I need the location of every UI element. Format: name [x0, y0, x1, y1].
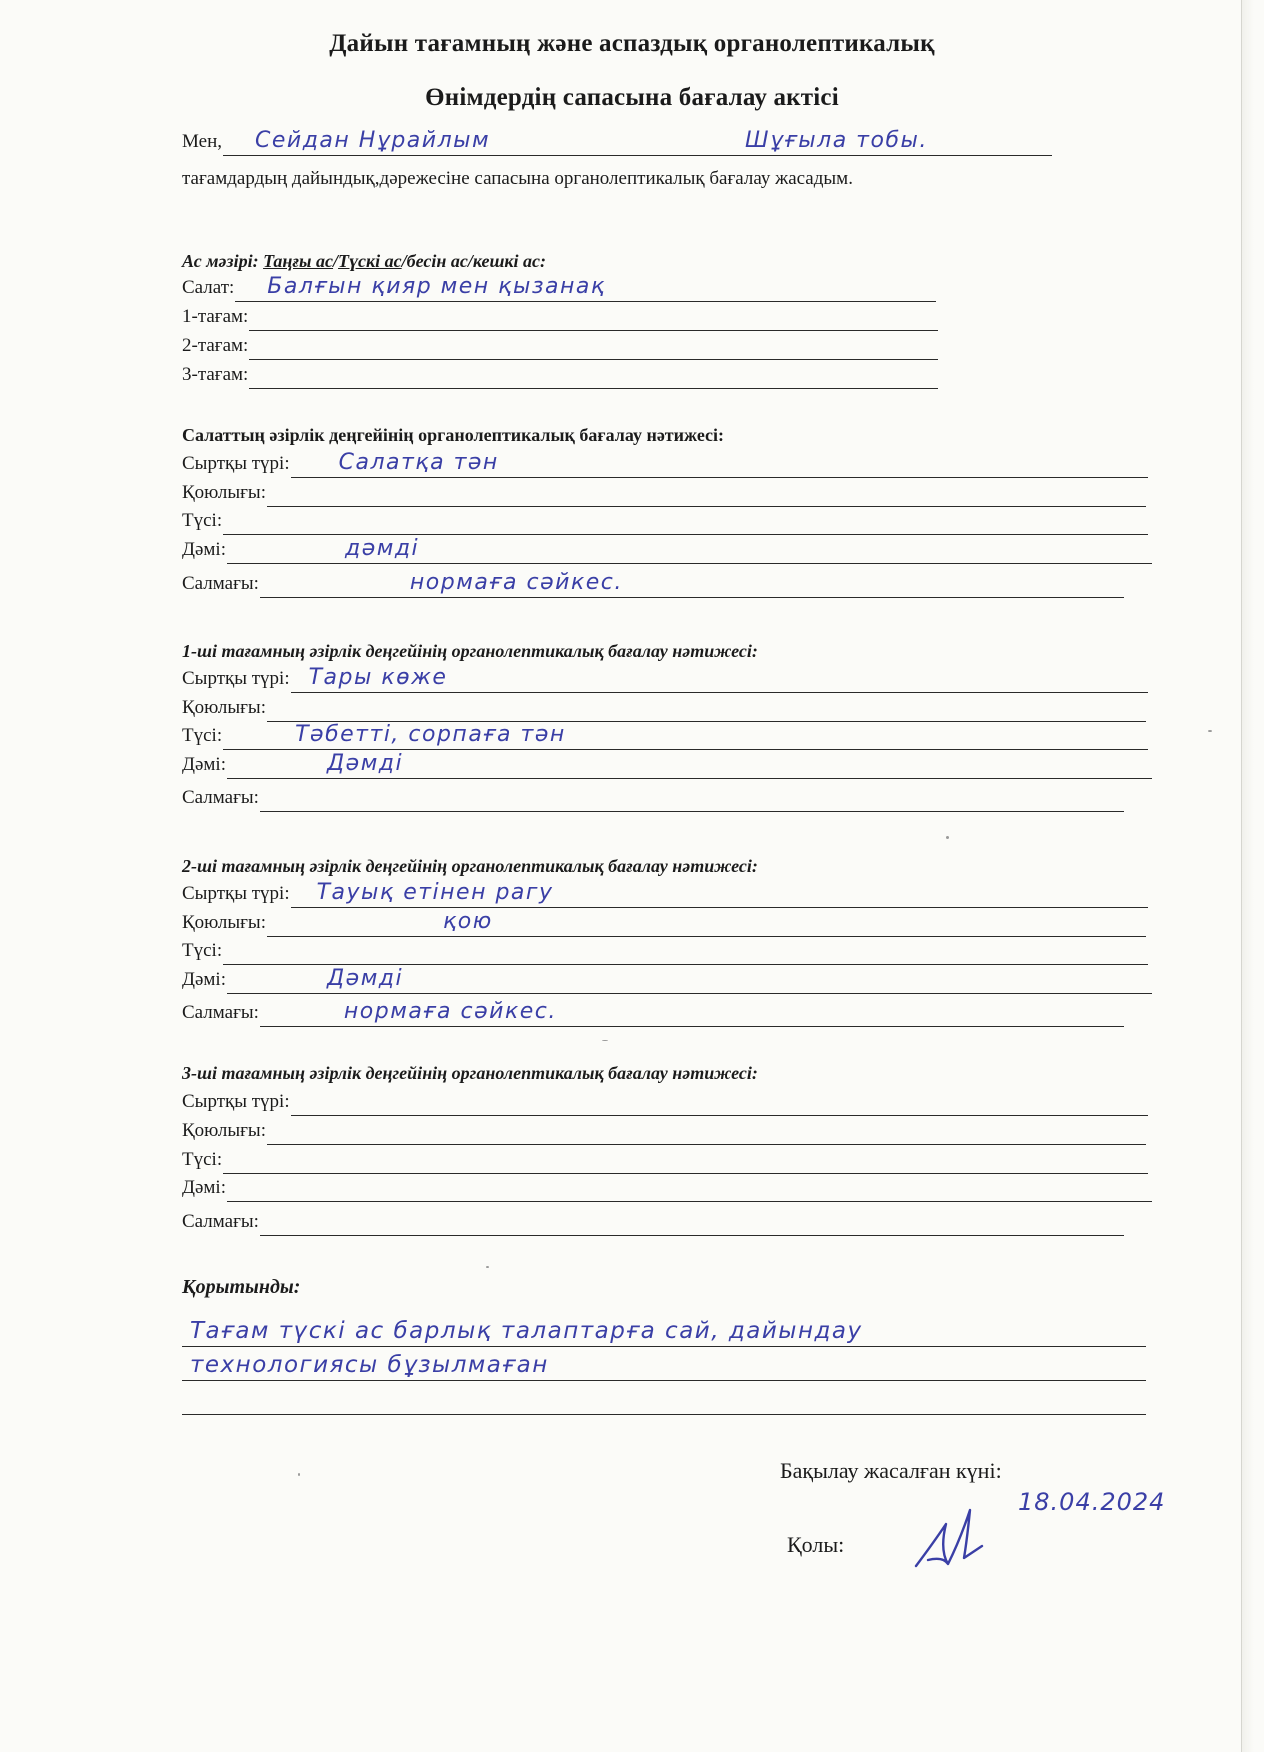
- scan-speck: [298, 1473, 300, 1476]
- dish2-color-row: Түсі:: [182, 937, 1148, 965]
- scan-speck: [1208, 730, 1212, 732]
- menu-row-salad: Салат: Балғын қияр мен қызанақ: [182, 274, 936, 302]
- paper-edge: [1241, 0, 1254, 1752]
- dish1-weight-row: Салмағы:: [182, 784, 1124, 812]
- signature-mark: [908, 1500, 988, 1580]
- dish2-consistency-row: Қоюлығы: қою: [182, 909, 1146, 937]
- hw-dish2-weight: нормаға сәйкес.: [343, 999, 557, 1024]
- dish1-appearance-row: Сыртқы түрі: Тары көже: [182, 665, 1148, 693]
- handwritten-salad: Балғын қияр мен қызанақ: [267, 274, 606, 299]
- scan-speck: [486, 1266, 489, 1268]
- salad-weight-row: Салмағы: нормаға сәйкес.: [182, 570, 1124, 598]
- conclusion-heading: Қорытынды:: [182, 1276, 301, 1298]
- menu-option-breakfast: Таңғы ас: [263, 251, 334, 271]
- doc-title-line2: Өнімдердің сапасына бағалау актісі: [425, 84, 839, 111]
- doc-title-line1: Дайын тағамның және аспаздық органолептикалық: [329, 30, 935, 57]
- hw-dish2-taste: Дәмді: [326, 966, 404, 991]
- section-dish3-heading: 3-ші тағамның әзірлік деңгейінің органолептикалық бағалау нәтижесі:: [182, 1063, 758, 1083]
- salad-color-row: Түсі:: [182, 507, 1148, 535]
- dish1-color-row: Түсі: Тәбетті, сорпаға тән: [182, 722, 1148, 750]
- hw-dish2-appearance: Тауық етінен рагу: [316, 880, 554, 905]
- conclusion-line-3: [182, 1384, 1146, 1415]
- section-dish1-heading: 1-ші тағамның әзірлік деңгейінің органолептикалық бағалау нәтижесі:: [182, 641, 758, 661]
- dish1-taste-row: Дәмі: Дәмді: [182, 751, 1152, 779]
- dish2-weight-row: Салмағы: нормаға сәйкес.: [182, 999, 1124, 1027]
- dish1-consistency-row: Қоюлығы:: [182, 694, 1146, 722]
- hw-date: 18.04.2024: [1018, 1488, 1166, 1516]
- dish3-consistency-row: Қоюлығы:: [182, 1117, 1146, 1145]
- scan-speck: [946, 836, 949, 839]
- menu-option-lunch: Түскі ас: [338, 251, 402, 271]
- dish3-appearance-row: Сыртқы түрі:: [182, 1088, 1148, 1116]
- date-label: Бақылау жасалған күні:: [780, 1458, 1002, 1483]
- salad-taste-row: Дәмі: дәмді: [182, 536, 1152, 564]
- intro-statement: тағамдардың дайындық,дәрежесіне сапасына органолептикалық бағалау жасадым.: [182, 168, 853, 189]
- conclusion-line-1: [182, 1316, 1146, 1347]
- intro-name-row: [182, 128, 1052, 156]
- hw-dish1-color: Тәбетті, сорпаға тән: [295, 722, 566, 747]
- salad-consistency-row: Қоюлығы:: [182, 479, 1146, 507]
- salad-appearance-row: Сыртқы түрі: Салатқа тән: [182, 450, 1148, 478]
- menu-row-dish2: 2-тағам:: [182, 332, 938, 360]
- name-field: [223, 128, 1052, 156]
- hw-conclusion-1: Тағам түскі ас барлық талаптарға сай, дайындау: [190, 1318, 863, 1344]
- dish3-taste-row: Дәмі:: [182, 1174, 1152, 1202]
- dish3-weight-row: Салмағы:: [182, 1208, 1124, 1236]
- dish2-taste-row: Дәмі: Дәмді: [182, 966, 1152, 994]
- hw-dish1-taste: Дәмді: [326, 751, 404, 776]
- dish2-appearance-row: Сыртқы түрі: Тауық етінен рагу: [182, 880, 1148, 908]
- menu-row-dish3: 3-тағам:: [182, 361, 938, 389]
- conclusion-line-2: [182, 1350, 1146, 1381]
- section-salad-heading: Салаттың әзірлік деңгейінің органолептикалық бағалау нәтижесі:: [182, 425, 725, 445]
- hw-salad-appearance: Салатқа тән: [338, 450, 499, 475]
- section-dish2-heading: 2-ші тағамның әзірлік деңгейінің органолептикалық бағалау нәтижесі:: [182, 856, 758, 876]
- handwritten-group: Шұғыла тобы.: [745, 128, 928, 153]
- handwritten-name: Сейдан Нұрайлым: [255, 128, 491, 153]
- signature-label: Қолы:: [787, 1532, 845, 1557]
- dish3-color-row: Түсі:: [182, 1146, 1148, 1174]
- menu-row-dish1: 1-тағам:: [182, 303, 938, 331]
- hw-salad-taste: дәмді: [344, 536, 420, 561]
- hw-dish2-consistency: қою: [442, 909, 493, 934]
- hw-dish1-appearance: Тары көже: [308, 665, 448, 690]
- menu-heading: Ас мәзірі: Таңғы ас/Түскі ас/бесін ас/кешкі ас:: [182, 251, 547, 271]
- scan-speck: [602, 1040, 608, 1041]
- men-label: Мен,: [182, 131, 222, 152]
- hw-salad-weight: нормаға сәйкес.: [409, 570, 623, 595]
- hw-conclusion-2: технологиясы бұзылмаған: [190, 1352, 549, 1378]
